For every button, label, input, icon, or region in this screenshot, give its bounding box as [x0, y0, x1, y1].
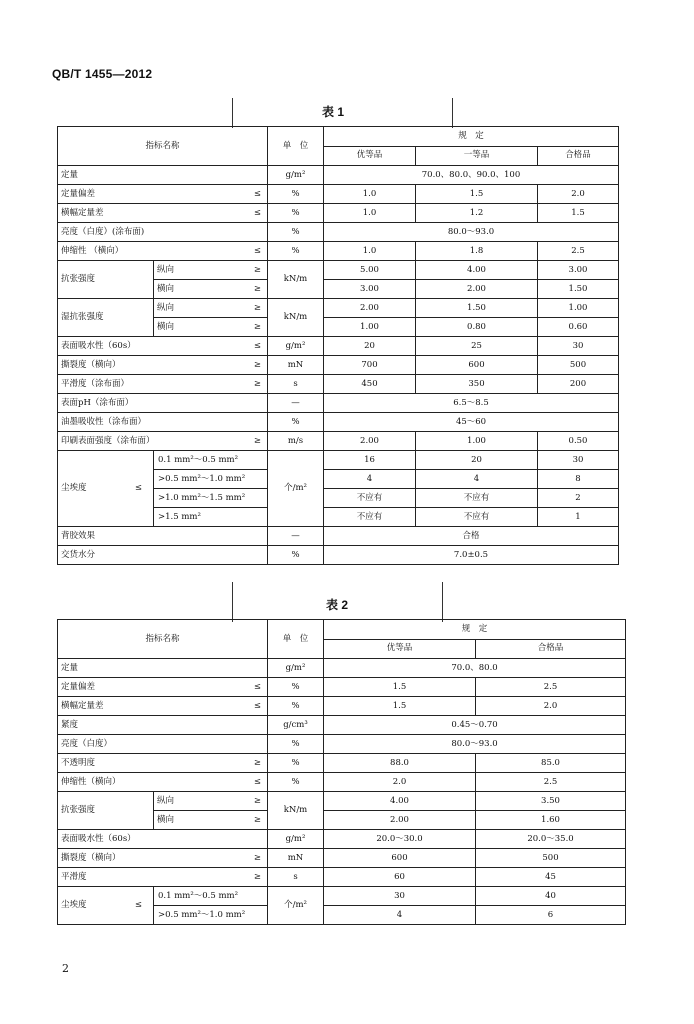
table-cell: 30 [324, 887, 476, 906]
table-cell: 2.5 [476, 678, 626, 697]
table-cell: g/m² [268, 659, 324, 678]
cell-text: ≤ [134, 483, 142, 493]
table-cell: ≤ [200, 337, 268, 356]
table-cell: kN/m [268, 792, 324, 830]
table-cell: kN/m [268, 299, 324, 337]
table-cell: 1.5 [324, 697, 476, 716]
table-cell: 纵向 [154, 299, 200, 318]
table-cell: s [268, 868, 324, 887]
table-cell: 横幅定量差 [58, 204, 200, 223]
table-cell: ≥ [200, 261, 268, 280]
table-cell: 平滑度（涂布面） [58, 375, 200, 394]
table-row [58, 394, 619, 413]
t1-grade-1: 优等品 [324, 146, 416, 166]
table-cell: 1.0 [324, 242, 416, 261]
table-cell [58, 887, 154, 925]
table-cell: % [268, 678, 324, 697]
table-cell: 600 [324, 849, 476, 868]
table-cell: 20.0～30.0 [324, 830, 476, 849]
table-cell: 20 [416, 451, 538, 470]
table-cell: 定量偏差 [58, 185, 200, 204]
table-cell: 撕裂度（横向） [58, 356, 200, 375]
t2-header-spec: 规 定 [324, 620, 626, 640]
table-row [58, 735, 626, 754]
table-cell: 1.8 [416, 242, 538, 261]
table-row [58, 849, 626, 868]
table-row [58, 432, 619, 451]
table-cell: 70.0、80.0、90.0、100 [324, 166, 619, 185]
table-cell: 2.0 [324, 773, 476, 792]
table-row [58, 185, 619, 204]
table-cell: 500 [476, 849, 626, 868]
table-cell: 不应有 [324, 489, 416, 508]
table-cell: 20.0～35.0 [476, 830, 626, 849]
table-cell: ≥ [200, 299, 268, 318]
table-row [58, 546, 619, 565]
table-cell: >1.0 mm²～1.5 mm² [154, 489, 268, 508]
table-cell: 450 [324, 375, 416, 394]
table-cell: ≥ [200, 375, 268, 394]
table-cell: 1.5 [538, 204, 619, 223]
table-cell: — [268, 527, 324, 546]
table-cell: >1.5 mm² [154, 508, 268, 527]
table2-caption: 表 2 [326, 598, 349, 612]
scan-artifact [232, 582, 233, 622]
table-cell: 2.00 [416, 280, 538, 299]
table-row [58, 337, 619, 356]
table-cell: 纵向 [154, 261, 200, 280]
t2-grade-1: 优等品 [324, 639, 476, 659]
table-cell: 湿抗张强度 [58, 299, 154, 337]
scan-artifact [442, 582, 443, 622]
table-row [58, 678, 626, 697]
table-cell: 1.5 [324, 678, 476, 697]
table-row [58, 773, 626, 792]
table-cell: 7.0±0.5 [324, 546, 619, 565]
table-cell: 合格 [324, 527, 619, 546]
table-cell: 45～60 [324, 413, 619, 432]
table-cell: ≥ [200, 280, 268, 299]
table-cell [58, 451, 154, 527]
table-cell: 30 [538, 337, 619, 356]
table-cell: 88.0 [324, 754, 476, 773]
cell-text: ≤ [134, 900, 142, 910]
table-row [58, 697, 626, 716]
table-cell: ≥ [210, 754, 268, 773]
table-cell: 1 [538, 508, 619, 527]
table-cell: 油墨吸收性（涂布面） [58, 413, 268, 432]
table-cell: 2.5 [476, 773, 626, 792]
table-cell: 1.0 [324, 204, 416, 223]
table-cell: 1.2 [416, 204, 538, 223]
table-row [58, 261, 619, 280]
table-cell: 45 [476, 868, 626, 887]
table-cell: 20 [324, 337, 416, 356]
table-cell: 0.1 mm²～0.5 mm² [154, 887, 268, 906]
table-cell: ≥ [210, 811, 268, 830]
table-cell: % [268, 735, 324, 754]
table-row [58, 830, 626, 849]
table-cell: 2 [538, 489, 619, 508]
scan-artifact [232, 98, 233, 128]
table-cell: 亮度（白度） [58, 735, 268, 754]
table-cell: 30 [538, 451, 619, 470]
table-cell: ≤ [200, 242, 268, 261]
table-cell: m/s [268, 432, 324, 451]
t2-header-name: 指标名称 [58, 620, 268, 659]
table-cell: 1.00 [416, 432, 538, 451]
table-cell: 亮度（白度）(涂布面) [58, 223, 268, 242]
table-cell: 70.0、80.0 [324, 659, 626, 678]
table-cell: 个/m² [268, 451, 324, 527]
table-cell: 1.00 [538, 299, 619, 318]
table-row [58, 792, 626, 811]
table-2 [57, 619, 626, 925]
table-row [58, 299, 619, 318]
table-cell: ≤ [210, 773, 268, 792]
table-cell: ≥ [210, 792, 268, 811]
table-cell: % [268, 773, 324, 792]
t2-header-unit: 单 位 [268, 620, 324, 659]
table-cell: 抗张强度 [58, 792, 154, 830]
table-cell: 背胶效果 [58, 527, 268, 546]
table-row [58, 375, 619, 394]
table-cell: kN/m [268, 261, 324, 299]
table-row [58, 413, 619, 432]
table-cell: 平滑度 [58, 868, 210, 887]
table-cell: 60 [324, 868, 476, 887]
t1-grade-2: 一等品 [416, 146, 538, 166]
table-cell: 表面pH（涂布面） [58, 394, 268, 413]
table-row [58, 223, 619, 242]
table-cell: g/m² [268, 830, 324, 849]
table-cell: 1.50 [416, 299, 538, 318]
table-cell: ≥ [200, 356, 268, 375]
table-cell: 定量 [58, 166, 268, 185]
table-cell: 2.0 [538, 185, 619, 204]
table-cell: mN [268, 849, 324, 868]
cell-text: 尘埃度 [61, 483, 87, 493]
table-cell: 700 [324, 356, 416, 375]
table-row [58, 754, 626, 773]
table-cell: 80.0～93.0 [324, 735, 626, 754]
table-cell: 0.50 [538, 432, 619, 451]
table-cell: ≥ [210, 868, 268, 887]
table-cell: 横幅定量差 [58, 697, 210, 716]
table-cell: 2.5 [538, 242, 619, 261]
table-cell: 表面吸水性（60s） [58, 337, 200, 356]
table-cell: 抗张强度 [58, 261, 154, 299]
table-row [58, 527, 619, 546]
table-cell: g/m² [268, 166, 324, 185]
table-cell: 横向 [154, 318, 200, 337]
table-row [58, 659, 626, 678]
table-cell: % [268, 546, 324, 565]
t1-grade-3: 合格品 [538, 146, 619, 166]
table-row [58, 451, 619, 470]
table-cell: >0.5 mm²～1.0 mm² [154, 470, 268, 489]
table-cell: mN [268, 356, 324, 375]
cell-text: 尘埃度 [61, 900, 87, 910]
table-cell: 80.0～93.0 [324, 223, 619, 242]
table-cell: 横向 [154, 811, 210, 830]
page-number: 2 [62, 962, 69, 975]
table-cell: ≤ [210, 697, 268, 716]
table-cell: % [268, 185, 324, 204]
table-cell: 6.5～8.5 [324, 394, 619, 413]
table-cell: 纵向 [154, 792, 210, 811]
table-cell: ≤ [210, 678, 268, 697]
standard-code: QB/T 1455—2012 [52, 67, 153, 81]
table1-caption: 表 1 [322, 105, 345, 119]
table-cell: — [268, 394, 324, 413]
table-cell: 25 [416, 337, 538, 356]
table-cell: 个/m² [268, 887, 324, 925]
table-cell: s [268, 375, 324, 394]
table-cell: 4.00 [416, 261, 538, 280]
table-cell: ≤ [200, 204, 268, 223]
table-cell: 1.0 [324, 185, 416, 204]
table-cell: 交货水分 [58, 546, 268, 565]
table-cell: 0.80 [416, 318, 538, 337]
table-cell: ≤ [200, 185, 268, 204]
table-cell: % [268, 242, 324, 261]
table-cell: 0.60 [538, 318, 619, 337]
table-cell: 不应有 [416, 489, 538, 508]
table-cell: ≥ [210, 849, 268, 868]
table-cell: 6 [476, 906, 626, 925]
table-cell: 85.0 [476, 754, 626, 773]
table-cell: g/m² [268, 337, 324, 356]
table-row [58, 166, 619, 185]
table-cell: 定量 [58, 659, 268, 678]
table-cell: 2.00 [324, 299, 416, 318]
table-cell: % [268, 697, 324, 716]
table-cell: 伸缩性 （横向） [58, 242, 200, 261]
table-cell: 16 [324, 451, 416, 470]
table-cell: 4 [324, 906, 476, 925]
table-cell: 40 [476, 887, 626, 906]
table-cell: 4 [324, 470, 416, 489]
table-row [58, 356, 619, 375]
table-cell: 4.00 [324, 792, 476, 811]
table-cell: 紧度 [58, 716, 268, 735]
table-cell: 0.1 mm²～0.5 mm² [154, 451, 268, 470]
t1-header-unit: 单 位 [268, 127, 324, 166]
table-cell: % [268, 754, 324, 773]
table-cell: 不透明度 [58, 754, 210, 773]
scan-artifact [452, 98, 453, 128]
table-cell: 1.60 [476, 811, 626, 830]
table-cell: 横向 [154, 280, 200, 299]
table-cell: % [268, 223, 324, 242]
table-1 [57, 126, 619, 565]
table-cell: 600 [416, 356, 538, 375]
table-cell: 3.50 [476, 792, 626, 811]
table-cell: 0.45～0.70 [324, 716, 626, 735]
table-cell: 不应有 [416, 508, 538, 527]
table-cell: 定量偏差 [58, 678, 210, 697]
table-cell: 伸缩性（横向） [58, 773, 210, 792]
table-cell: 4 [416, 470, 538, 489]
table-cell: 200 [538, 375, 619, 394]
table-cell: 1.50 [538, 280, 619, 299]
table-cell: 8 [538, 470, 619, 489]
table-cell: % [268, 204, 324, 223]
table-cell: 3.00 [324, 280, 416, 299]
table-cell: 350 [416, 375, 538, 394]
table-cell: 表面吸水性（60s） [58, 830, 268, 849]
table-cell: 1.5 [416, 185, 538, 204]
table-cell: g/cm³ [268, 716, 324, 735]
t2-grade-3: 合格品 [476, 639, 626, 659]
table-cell: 3.00 [538, 261, 619, 280]
table-cell: >0.5 mm²～1.0 mm² [154, 906, 268, 925]
table-cell: % [268, 413, 324, 432]
table-cell: 1.00 [324, 318, 416, 337]
table-cell: 2.00 [324, 811, 476, 830]
table-row [58, 204, 619, 223]
table-cell: 不应有 [324, 508, 416, 527]
table-cell: 500 [538, 356, 619, 375]
table-cell: 2.00 [324, 432, 416, 451]
table-row [58, 887, 626, 906]
table-row [58, 716, 626, 735]
table-cell: 5.00 [324, 261, 416, 280]
table-row [58, 868, 626, 887]
table-cell: 撕裂度（横向） [58, 849, 210, 868]
table-cell: 印刷表面强度（涂布面） [58, 432, 200, 451]
table-cell: ≥ [200, 318, 268, 337]
table-row [58, 242, 619, 261]
t1-header-spec: 规 定 [324, 127, 619, 147]
t1-header-name: 指标名称 [58, 127, 268, 166]
table-cell: 2.0 [476, 697, 626, 716]
table-cell: ≥ [200, 432, 268, 451]
